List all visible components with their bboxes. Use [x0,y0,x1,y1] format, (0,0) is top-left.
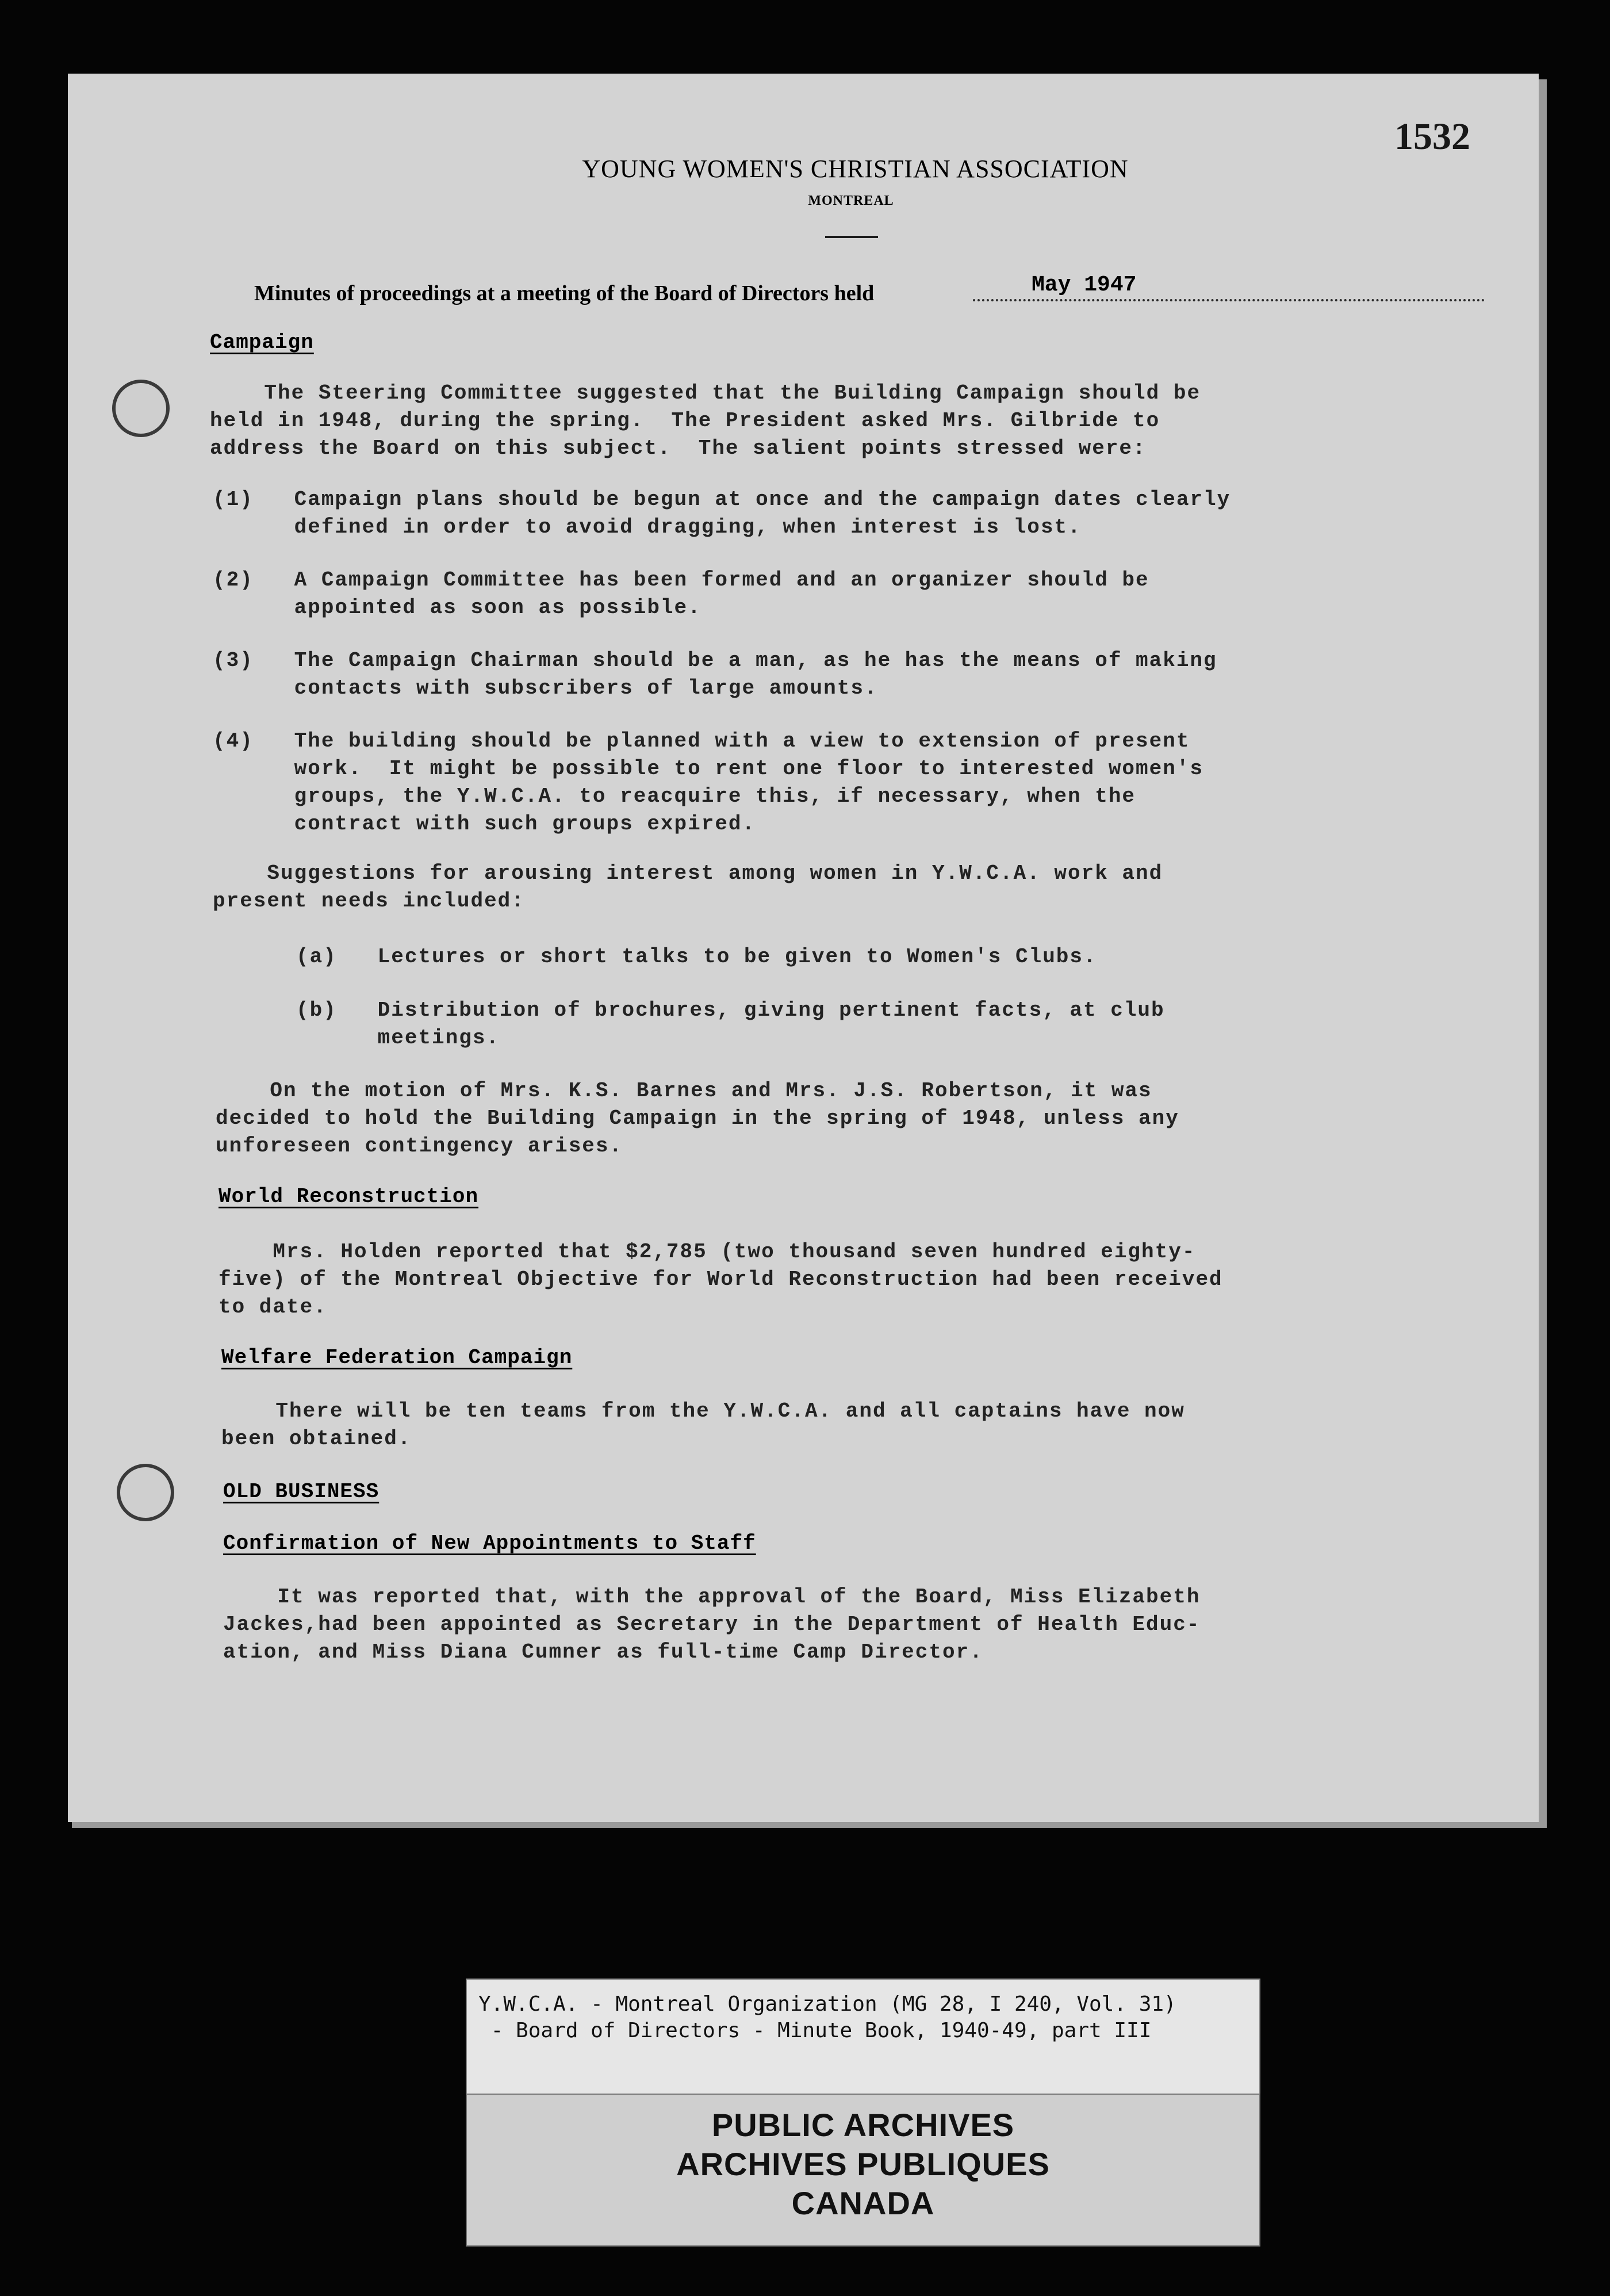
archive-stamp [466,2094,1260,2247]
punch-hole-bottom [117,1464,174,1521]
archive-reference-line-1: Y.W.C.A. - Montreal Organization (MG 28, I 240, Vol. 31) [478,1992,1176,2016]
campaign-point-3: (3) The Campaign Chairman should be a man, as he has the means of making contacts with subscribers of large amounts. [213,649,1217,700]
archive-reference-line-2: - Board of Directors - Minute Book, 1940-49, part III [478,2019,1152,2042]
campaign-heading: Campaign [210,331,314,354]
suggestion-a: (a) Lectures or short talks to be given to Women's Clubs. [296,945,1097,969]
archive-stamp-line-3: CANADA [791,2185,935,2221]
minutes-line [254,273,1485,311]
meeting-date: May 1947 [1032,273,1137,297]
confirmation-heading: Confirmation of New Appointments to Staff [223,1532,756,1555]
campaign-intro: The Steering Committee suggested that the Building Campaign should be held in 1948, during the spring. The President asked Mrs. Gilbride to address the Board on this subject. The salient points stressed were: [210,381,1201,460]
welfare-federation-text: There will be ten teams from the Y.W.C.A. and all captains have now been obtained. [221,1399,1185,1451]
welfare-federation-heading: Welfare Federation Campaign [221,1346,573,1369]
archive-reference-label [466,1979,1260,2096]
old-business-heading: OLD BUSINESS [223,1480,379,1503]
campaign-motion: On the motion of Mrs. K.S. Barnes and Mrs. J.S. Robertson, it was decided to hold the Building Campaign in the spring of 1948, unless any unforeseen contingency arises. [216,1079,1179,1158]
world-reconstruction-heading: World Reconstruction [218,1185,479,1208]
punch-hole-top [112,380,170,437]
date-fill-line [973,299,1485,301]
confirmation-text: It was reported that, with the approval of the Board, Miss Elizabeth Jackes,had been appointed as Secretary in the Department of Health Educ- ation, and Miss Diana Cumner as full-time Camp Director. [223,1585,1201,1664]
organization-name: YOUNG WOMEN'S CHRISTIAN ASSOCIATION [582,155,1129,183]
organization-city: MONTREAL [808,193,894,208]
archive-stamp-line-2: ARCHIVES PUBLIQUES [676,2146,1050,2182]
suggestion-b: (b) Distribution of brochures, giving pertinent facts, at club meetings. [296,998,1165,1050]
suggestions-intro: Suggestions for arousing interest among women in Y.W.C.A. work and present needs included: [213,862,1163,913]
campaign-point-4: (4) The building should be planned with a view to extension of present work. It might be possible to rent one floor to interested women's groups, the Y.W.C.A. to reacquire this, if necessary, when the contract with such groups expired. [213,729,1204,836]
page-number: 1532 [1394,116,1470,158]
world-reconstruction-text: Mrs. Holden reported that $2,785 (two thousand seven hundred eighty- five) of the Montreal Objective for World Reconstruction had been received to date. [218,1240,1223,1319]
campaign-point-1: (1) Campaign plans should be begun at once and the campaign dates clearly defined in order to avoid dragging, when interest is lost. [213,488,1231,539]
header-rule [825,236,878,238]
minutes-label: Minutes of proceedings at a meeting of the Board of Directors held [254,281,875,305]
campaign-point-2: (2) A Campaign Committee has been formed and an organizer should be appointed as soon as possible. [213,568,1149,619]
archive-stamp-line-1: PUBLIC ARCHIVES [711,2107,1015,2143]
